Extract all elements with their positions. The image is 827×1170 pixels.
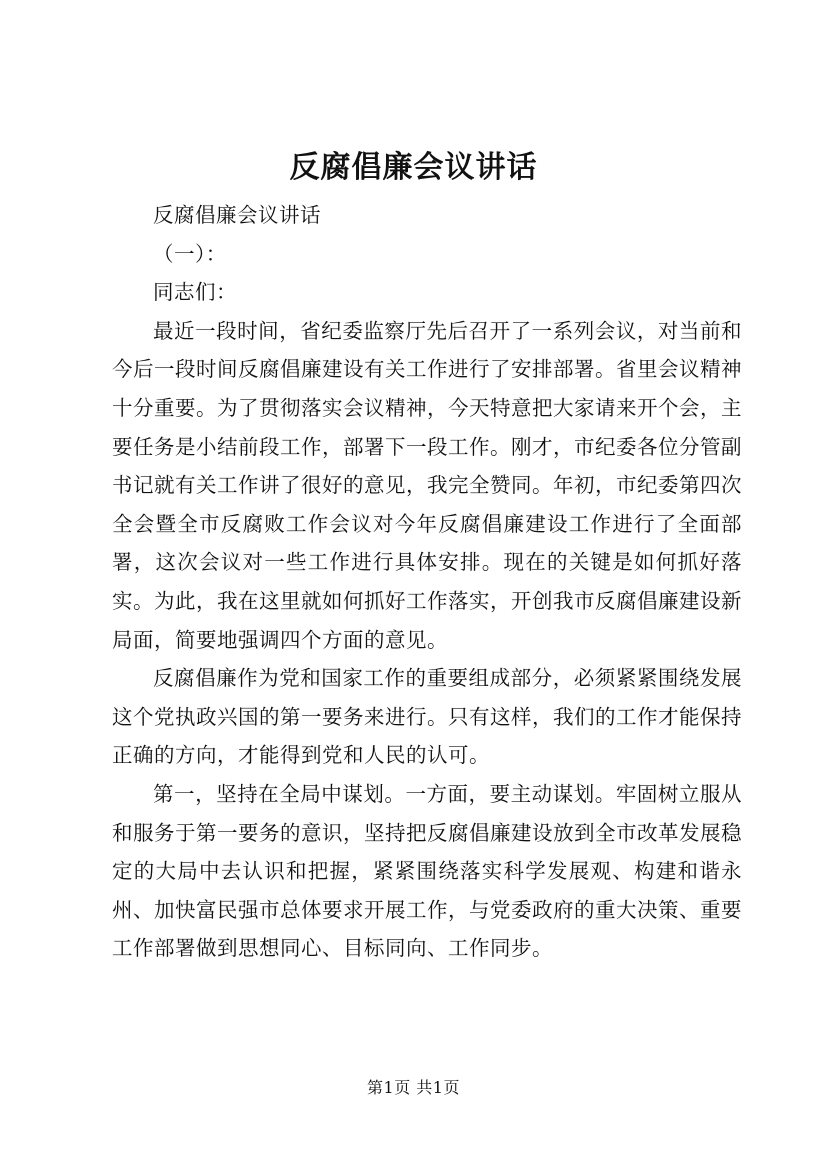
document-body <box>112 196 742 968</box>
paragraph-first-point: 第一，坚持在全局中谋划。一方面，要主动谋划。牢固树立服从和服务于第一要务的意识，坚持把反腐倡廉建设放到全市改革发展稳定的大局中去认识和把握，紧紧围绕落实科学发展观、构建和谐永州、加快富民强市总体要求开展工作，与党委政府的重大决策、重要工作部署做到思想同心、目标同向、工作同步。 <box>112 781 742 961</box>
paragraph-heading: 反腐倡廉会议讲话 <box>153 203 321 227</box>
page-footer: 第1页 共1页 <box>367 1078 460 1097</box>
paragraph-section-number: （一）： <box>153 241 227 266</box>
paragraph-principle: 反腐倡廉作为党和国家工作的重要组成部分，必须紧紧围绕发展这个党执政兴国的第一要务来进行。只有这样，我们的工作才能保持正确的方向，才能得到党和人民的认可。 <box>112 666 742 768</box>
paragraph-salutation: 同志们： <box>153 280 237 305</box>
document-title: 反腐倡廉会议讲话 <box>289 150 538 185</box>
paragraph-intro: 最近一段时间，省纪委监察厅先后召开了一系列会议，对当前和今后一段时间反腐倡廉建设有关工作进行了安排部署。省里会议精神十分重要。为了贯彻落实会议精神，今天特意把大家请来开个会，主要任务是小结前段工作，部署下一段工作。刚才，市纪委各位分管副书记就有关工作讲了很好的意见，我完全赞同。年初，市纪委第四次全会暨全市反腐败工作会议对今年反腐倡廉建设工作进行了全面部署，这次会议对一些工作进行具体安排。现在的关键是如何抓好落实。为此，我在这里就如何抓好工作落实，开创我市反腐倡廉建设新局面，简要地强调四个方面的意见。 <box>112 318 742 652</box>
